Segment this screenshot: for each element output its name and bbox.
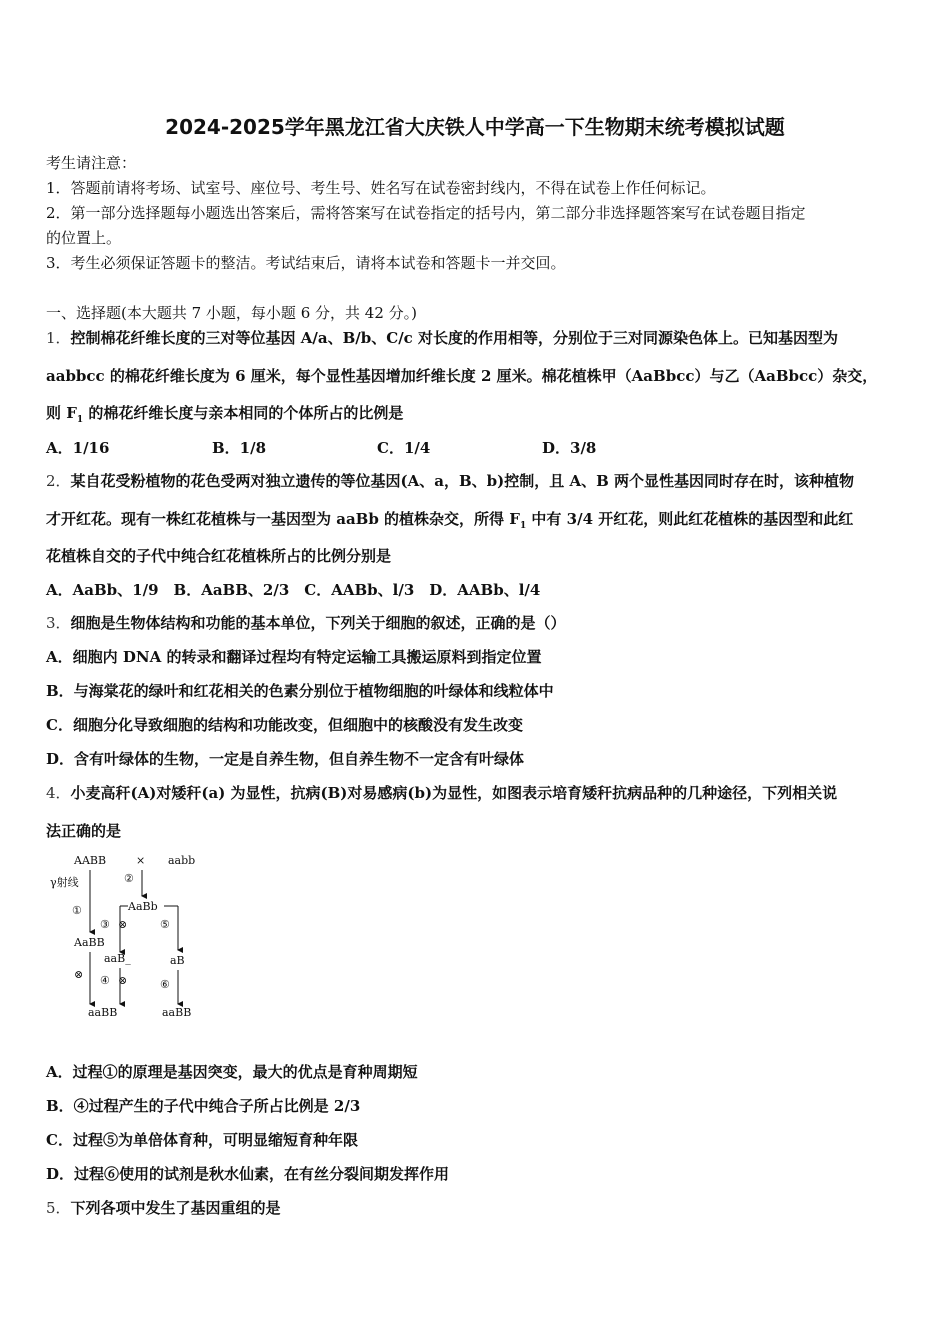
q3-option-c[interactable]: C．细胞分化导致细胞的结构和功能改变，但细胞中的核酸没有发生改变	[46, 716, 523, 734]
notice-item-3: 3．考生必须保证答题卡的整洁。考试结束后，请将本试卷和答题卡一并交回。	[46, 254, 566, 272]
q4-option-a[interactable]: A．过程①的原理是基因突变，最大的优点是育种周期短	[46, 1063, 418, 1081]
selfing-symbol-3: ⊗	[118, 918, 128, 931]
question-5-number: 5．	[46, 1199, 71, 1217]
q1-option-a[interactable]: A．1/16	[46, 439, 110, 457]
selfing-symbol-4: ⊗	[118, 974, 128, 987]
process-3-label: ③	[100, 918, 110, 931]
question-2-options[interactable]: A．AaBb、1/9 B．AaBB、2/3 C．AABb、l/3 D．AABb、l/4	[46, 581, 541, 599]
cross-symbol: ×	[136, 854, 146, 867]
selfing-symbol-1: ⊗	[74, 968, 84, 981]
end-genotype-right: aaBB	[162, 1006, 192, 1019]
q1-option-d[interactable]: D．3/8	[542, 439, 597, 457]
q4-option-b[interactable]: B．④过程产生的子代中纯合子所占比例是 2/3	[46, 1097, 361, 1115]
haploid-genotype: aB	[170, 954, 185, 967]
section-heading: 一、选择题(本大题共 7 小题，每小题 6 分，共 42 分。)	[46, 304, 417, 322]
q1-option-b[interactable]: B．1/8	[212, 439, 267, 457]
f2-genotype: aaB_	[104, 952, 131, 965]
process-1-label: ①	[72, 904, 82, 917]
question-1-line-1: 1．控制棉花纤维长度的三对等位基因 A/a、B/b、C/c 对长度的作用相等，分别位于三对同源染色体上。已知基因型为	[46, 329, 839, 347]
process-6-label: ⑥	[160, 978, 170, 991]
f1-genotype: AaBb	[128, 900, 158, 913]
parent-aabb-dominant: AABB	[74, 854, 107, 867]
q1-option-c[interactable]: C．1/4	[377, 439, 431, 457]
notice-item-2: 2．第一部分选择题每小题选出答案后，需将答案写在试卷指定的括号内，第二部分非选择题答案写在试卷题目指定	[46, 204, 806, 222]
q4-option-c[interactable]: C．过程⑤为单倍体育种，可明显缩短育种年限	[46, 1131, 358, 1149]
question-4-number: 4．	[46, 784, 71, 802]
question-4-line-2: 法正确的是	[46, 822, 122, 840]
question-2-line-2: 才开红花。现有一株红花植株与一基因型为 aaBb 的植株杂交，所得 $F_1$ 中有 3/4 开红花，则此红花植株的基因型和此红	[46, 510, 854, 531]
question-4-line-1: 4．小麦高秆(A)对矮秆(a) 为显性，抗病(B)对易感病(b)为显性，如图表示培育矮秆抗病品种的几种途径，下列相关说	[46, 784, 838, 802]
notice-item-2-cont: 的位置上。	[46, 229, 122, 247]
question-2-number: 2．	[46, 472, 71, 490]
question-1-line-3: 则 $F_1$ 的棉花纤维长度与亲本相同的个体所占的比例是	[46, 404, 404, 425]
process-4-label: ④	[100, 974, 110, 987]
mutant-genotype: AaBB	[74, 936, 105, 949]
q4-option-d[interactable]: D．过程⑥使用的试剂是秋水仙素，在有丝分裂间期发挥作用	[46, 1165, 450, 1183]
question-3-stem: 3．细胞是生物体结构和功能的基本单位，下列关于细胞的叙述，正确的是（）	[46, 614, 566, 632]
q3-option-a[interactable]: A．细胞内 DNA 的转录和翻译过程均有特定运输工具搬运原料到指定位置	[46, 648, 542, 666]
notice-heading: 考生请注意：	[46, 154, 137, 172]
question-2-line-1: 2．某自花受粉植物的花色受两对独立遗传的等位基因(A、a，B、b)控制，且 A、B 两个显性基因同时存在时，该种植物	[46, 472, 855, 490]
q3-option-d[interactable]: D．含有叶绿体的生物，一定是自养生物，但自养生物不一定含有叶绿体	[46, 750, 525, 768]
page-title: 2024-2025学年黑龙江省大庆铁人中学高一下生物期末统考模拟试题	[165, 115, 785, 139]
breeding-pathway-diagram	[46, 848, 216, 1026]
notice-item-1: 1．答题前请将考场、试室号、座位号、考生号、姓名写在试卷密封线内，不得在试卷上作任何标记。	[46, 179, 716, 197]
process-2-label: ②	[124, 872, 134, 885]
parent-aabb-recessive: aabb	[168, 854, 196, 867]
gamma-ray-label: γ射线	[50, 876, 79, 889]
end-genotype-left: aaBB	[88, 1006, 118, 1019]
question-3-number: 3．	[46, 614, 71, 632]
question-1-line-2: aabbcc 的棉花纤维长度为 6 厘米，每个显性基因增加纤维长度 2 厘米。棉花植株甲（AaBbcc）与乙（AaBbcc）杂交，	[46, 367, 878, 385]
question-1-number: 1．	[46, 329, 71, 347]
question-5-stem: 5．下列各项中发生了基因重组的是	[46, 1199, 281, 1217]
question-2-line-3: 花植株自交的子代中纯合红花植株所占的比例分别是	[46, 547, 392, 565]
q3-option-b[interactable]: B．与海棠花的绿叶和红花相关的色素分别位于植物细胞的叶绿体和线粒体中	[46, 682, 554, 700]
process-5-label: ⑤	[160, 918, 170, 931]
